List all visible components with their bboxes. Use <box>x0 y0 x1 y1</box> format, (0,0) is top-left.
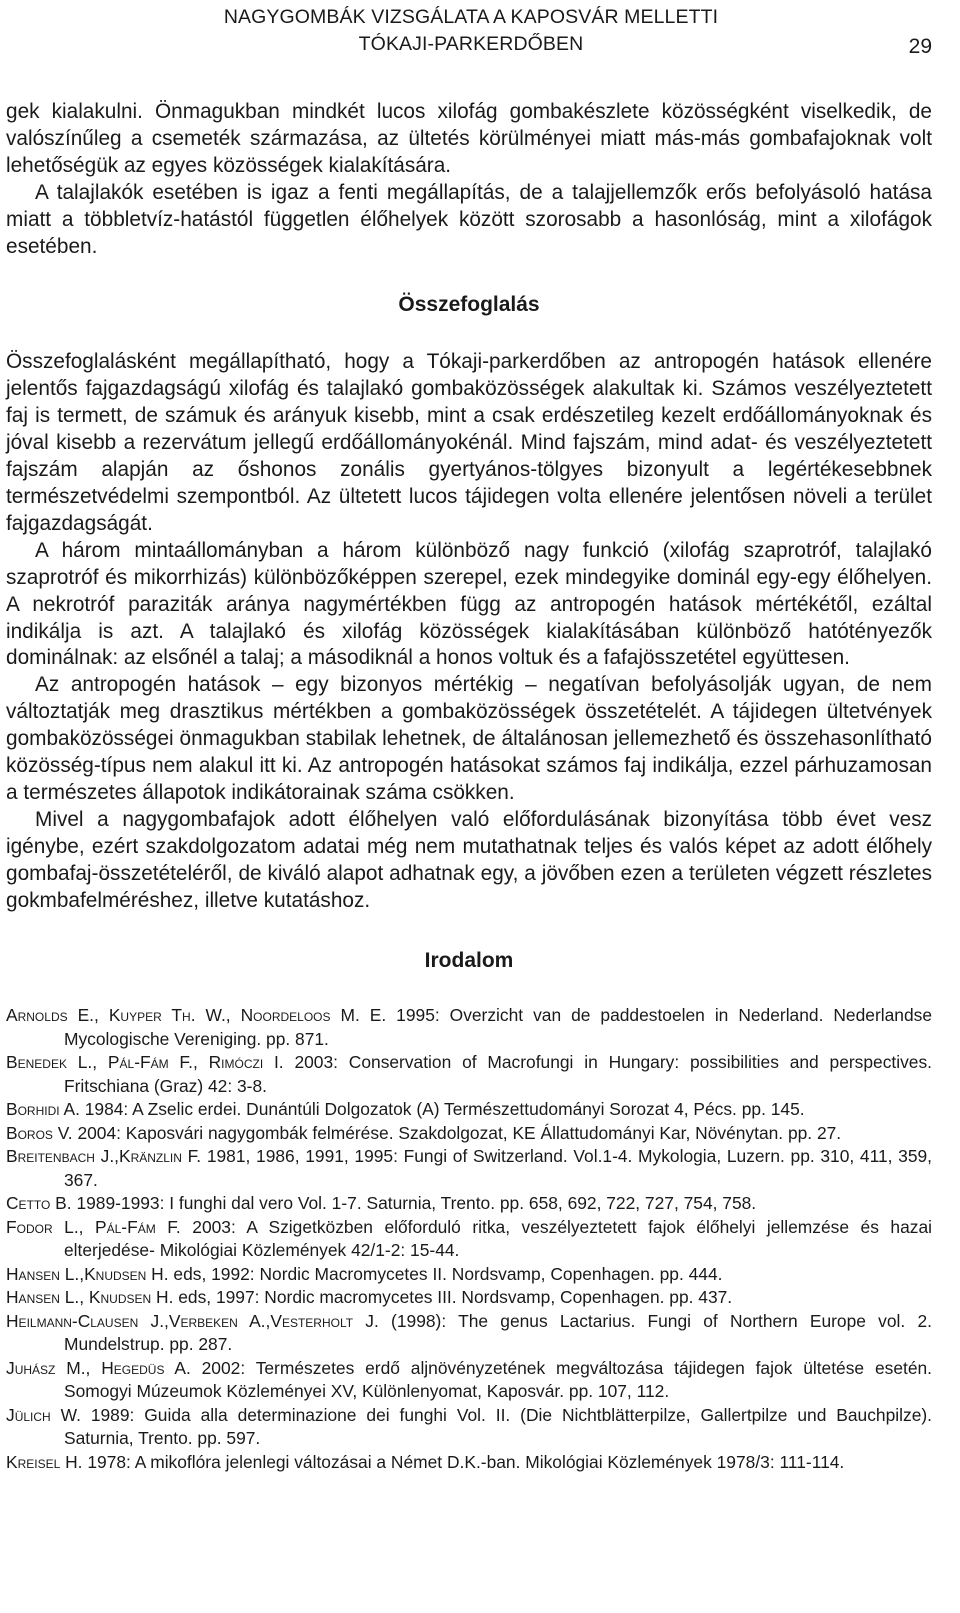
reference-item <box>6 1357 932 1404</box>
reference-details: 2002: Természetes erdő aljnövényzetének megváltozása tájidegen fajok ültetése esetén. Somogyi Múzeumok Közleményei XV, Különlenyomat, Kaposvár. pp. 107, 112. <box>64 1357 932 1402</box>
reference-item <box>6 1145 932 1192</box>
reference-details: 2004: Kaposvári nagygombák felmérése. Szakdolgozat, KE Állattudományi Kar, Növénytan. pp. 27. <box>72 1122 842 1143</box>
paragraph: A talajlakók esetében is igaz a fenti megállapítás, de a talajjellemzők erős befolyásoló hatása miatt a többletvíz-hatástól független élőhelyek között szorosabb a hasonlóság, mint a xilofágok esetében. <box>6 180 932 258</box>
paragraph: A három mintaállományban a három különböző nagy funkció (xilofág szaprotróf, talajlakó szaprotróf és mikorrhizás) különbözőképpen szerepel, ezek mindegyike dominál egy-egy élőhelyen. A nekrotróf paraziták aránya nagymértékben függ az antropogén hatások mértékétől, ezáltal indikálja is azt. A talajlakó és xilofág közösségek kialakításában különböző hatótényezők dominálnak: az elsőnél a talaj; a másodiknál a honos voltuk és a fafajösszetétel együttesen. <box>6 538 932 670</box>
reference-authors: Heilmann-Clausen J.,Verbeken A.,Vesterholt J. <box>6 1310 379 1331</box>
paragraph: gek kialakulni. Önmagukban mindkét lucos xilofág gombakészlete közösségként viselkedik, de valószínűleg a csemeték származása, az ültetés körülményei miatt más-más gombafajoknak volt lehetőségük az egyes közösségek kialakítására. <box>6 100 932 177</box>
reference-item <box>6 1098 932 1122</box>
reference-details: 1984: A Zselic erdei. Dunántúli Dolgozatok (A) Természettudományi Sorozat 4, Pécs. pp. 145. <box>79 1099 805 1120</box>
reference-authors: Boros V. <box>6 1122 73 1143</box>
reference-authors: Breitenbach J.,Kränzlin F. <box>6 1146 202 1167</box>
reference-details: 1978: A mikoflóra jelenlegi változásai a Német D.K.-ban. Mikológiai Közlemények 1978/3: 111-114. <box>82 1451 845 1472</box>
body-text <box>6 99 932 1474</box>
reference-item <box>6 1310 932 1357</box>
section-heading-summary: Összefoglalás <box>398 293 540 317</box>
reference-item <box>6 1451 932 1475</box>
running-head-line-2: TÓKAJI-PARKERDŐBEN <box>358 33 584 55</box>
reference-item <box>6 1051 932 1098</box>
reference-item <box>6 1263 932 1287</box>
reference-authors: Fodor L., Pál-Fám F. <box>6 1216 181 1237</box>
reference-item <box>6 1404 932 1451</box>
paragraph: Összefoglalásként megállapítható, hogy a Tókaji-parkerdőben az antropogén hatások ellenére jelentős fajgazdagságú xilofág és talajlakó gombaközösségek alakultak ki. Számos veszélyeztetett faj is termett, de számuk és arányuk kisebb, mint a csak erdészetileg kezelt erdőállományoknak és jóval kisebb a rezervátum jellegű erdőállományokénál. Mind fajszám, mind adat- és veszélyeztetett fajszám alapján az őshonos zonális gyertyános-tölgyes bizonyult a legértékesebbnek természetvédelmi szempontból. Az ültetett lucos tájidegen volta ellenére jelentősen növeli a terület fajgazdagságát. <box>6 350 932 535</box>
reference-authors: Hansen L., Knudsen H. <box>6 1287 174 1308</box>
reference-item <box>6 1286 932 1310</box>
reference-authors: Juhász M., Hegedüs A. <box>6 1357 191 1378</box>
page <box>6 0 932 1613</box>
running-head <box>146 4 796 58</box>
reference-item <box>6 1192 932 1216</box>
reference-item <box>6 1216 932 1263</box>
paragraph: Mivel a nagygombafajok adott élőhelyen való előfordulásának bizonyítása több évet vesz igénybe, ezért szakdolgozatom adatai még nem mutathatnak teljes és valós képet az adott élőhely gombafaj-összetételéről, de kiváló alapot adhatnak egy, a jövőben ezen a területen végzett részletes gokmbafelméréshez, illetve kutatáshoz. <box>6 807 932 912</box>
reference-details: 1989: Guida alla determinazione dei funghi Vol. II. (Die Nichtblätterpilze, Gallertpilze und Bauchpilze). Saturnia, Trento. pp. 597. <box>64 1404 932 1449</box>
reference-authors: Borhidi A. <box>6 1099 80 1120</box>
reference-details: 2003: Conservation of Macrofungi in Hungary: possibilities and perspectives. Fritschiana (Graz) 42: 3-8. <box>64 1052 932 1096</box>
reference-authors: Jülich W. <box>6 1404 81 1425</box>
reference-item <box>6 1004 932 1051</box>
reference-authors: Hansen L.,Knudsen H. <box>6 1263 169 1284</box>
section-heading-references: Irodalom <box>424 949 514 973</box>
reference-authors: Cetto B. <box>6 1193 72 1214</box>
running-head-line-1: NAGYGOMBÁK VIZSGÁLATA A KAPOSVÁR MELLETTI <box>223 6 719 28</box>
page-number: 29 <box>908 35 932 58</box>
reference-authors: Kreisel H. <box>6 1451 83 1472</box>
reference-details: eds, 1992: Nordic Macromycetes II. Nordsvamp, Copenhagen. pp. 444. <box>168 1263 723 1284</box>
paragraph: Az antropogén hatások – egy bizonyos mértékig – negatívan befolyásolják ugyan, de nem változtatják meg drasztikus mértékben a gombaközösségek összetételét. A tájidegen ültetvények gombaközösségei önmagukban stabilak lehetnek, de általánosan jellemezhető és összehasonlítható közösség-típus nem alakul itt ki. Az antropogén hatásokat számos faj indikálja, ezzel párhuzamosan a természetes állapotok indikátorainak száma csökken. <box>6 673 932 804</box>
reference-list <box>6 1004 932 1474</box>
reference-details: 1989-1993: I funghi dal vero Vol. 1-7. Saturnia, Trento. pp. 658, 692, 722, 727, 754, 758. <box>71 1193 757 1214</box>
reference-details: 1981, 1986, 1991, 1995: Fungi of Switzerland. Vol.1-4. Mykologia, Luzern. pp. 310, 411, 359, 367. <box>64 1146 932 1190</box>
reference-authors: Arnolds E., Kuyper Th. W., Noordeloos M. E. <box>6 1005 387 1026</box>
reference-authors: Benedek L., Pál-Fám F., Rimóczi I. <box>6 1052 284 1073</box>
reference-details: (1998): The genus Lactarius. Fungi of Northern Europe vol. 2. Mundelstrup. pp. 287. <box>64 1310 932 1355</box>
reference-details: eds, 1997: Nordic macromycetes III. Nordsvamp, Copenhagen. pp. 437. <box>173 1287 733 1308</box>
reference-details: 2003: A Szigetközben előforduló ritka, veszélyeztetett fajok élőhelyi jellemzése és hazai elterjedése- Mikológiai Közlemények 42/1-2: 15-44. <box>64 1216 932 1261</box>
reference-details: 1995: Overzicht van de paddestoelen in Nederland. Nederlandse Mycologische Vereniging. pp. 871. <box>64 1005 932 1049</box>
reference-item <box>6 1122 932 1146</box>
